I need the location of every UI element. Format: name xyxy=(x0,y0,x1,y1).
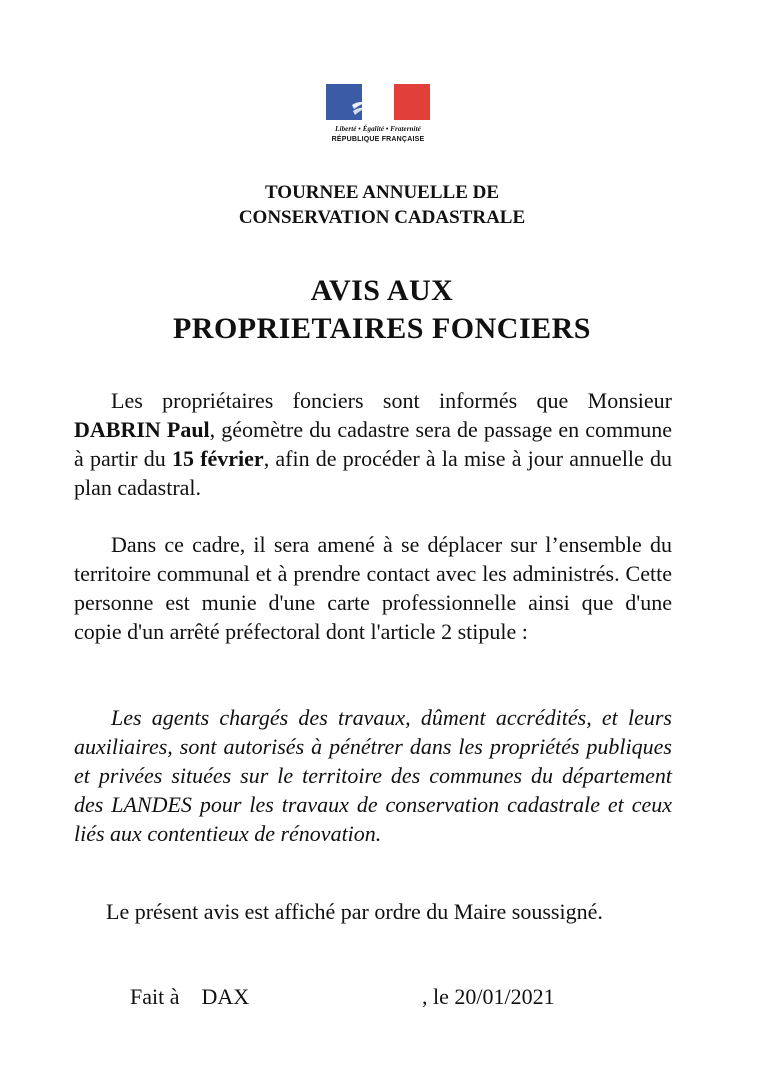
signoff-city: DAX xyxy=(201,984,250,1009)
paragraph-text: Les propriétaires fonciers sont informés que Monsieur xyxy=(111,388,672,413)
page-title xyxy=(0,272,764,348)
paragraph-announcement xyxy=(74,386,672,502)
title-line-1: AVIS AUX xyxy=(310,274,454,307)
paragraph-text: , afin de procéder à la mise à jour annuelle du plan cadastral. xyxy=(74,446,673,500)
start-date: 15 février xyxy=(172,446,264,471)
signoff-fait: Fait à xyxy=(130,984,180,1009)
paragraph-mayor-order: Le présent avis est affiché par ordre du Maire soussigné. xyxy=(106,899,603,924)
signoff-date: , le 20/01/2021 xyxy=(422,984,555,1009)
subtitle-line-2: CONSERVATION CADASTRALE xyxy=(238,207,526,228)
subtitle-line-1: TOURNEE ANNUELLE DE xyxy=(264,182,500,203)
marianne-profile-icon xyxy=(350,85,402,119)
title-line-2: PROPRIETAIRES FONCIERS xyxy=(172,312,591,345)
logo-motto: Liberté • Égalité • Fraternité xyxy=(335,125,421,133)
logo-republic: RÉPUBLIQUE FRANÇAISE xyxy=(331,136,425,143)
flag-icon xyxy=(326,84,430,120)
subtitle-heading xyxy=(0,180,764,230)
paragraph-text: , géomètre du cadastre sera de passage en commune à partir du xyxy=(74,417,672,471)
paragraph-context: Dans ce cadre, il sera amené à se déplacer sur l’ensemble du territoire communal et à prendre contact avec les administrés. Cette personne est munie d'une carte professionnelle ainsi que d'une copie d'un arrêté préfectoral dont l'article 2 stipule : xyxy=(74,532,672,644)
marianne-logo xyxy=(318,84,438,143)
paragraph-article-quote: Les agents chargés des travaux, dûment accrédités, et leurs auxiliaires, sont autorisés à pénétrer dans les propriétés publiques et privées situées sur le territoire des communes du département des LANDES pour les travaux de conservation cadastrale et ceux liés aux contentieux de rénovation. xyxy=(74,705,672,846)
surveyor-name: DABRIN Paul xyxy=(74,417,210,442)
signoff-place xyxy=(130,982,249,1011)
